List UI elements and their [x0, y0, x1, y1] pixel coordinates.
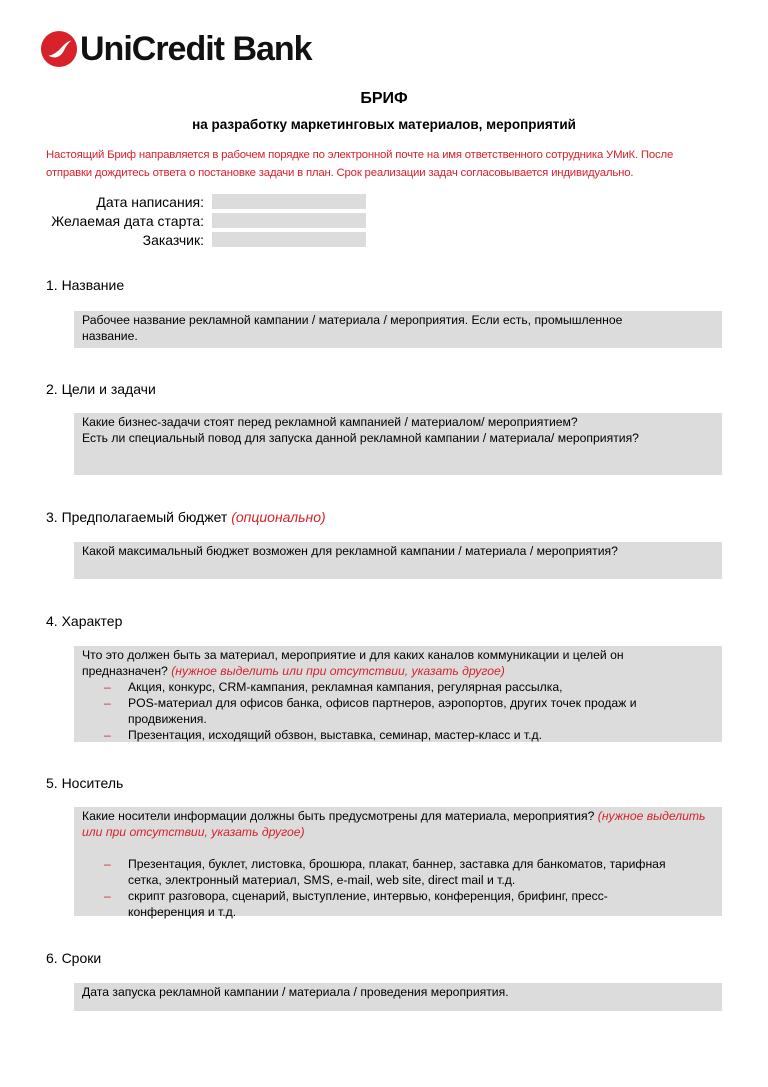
page-subtitle: на разработку маркетинговых материалов, мероприятий	[192, 117, 576, 132]
section-note: (нужное выделить или при отсутствии, указать другое)	[82, 809, 706, 839]
section-2-title: 2. Цели и задачи	[46, 381, 156, 397]
page-title: БРИФ	[360, 90, 408, 107]
section-text: Есть ли специальный повод для запуска данной рекламной кампании / материала/ мероприятия?	[82, 431, 639, 445]
list-item: – Презентация, буклет, листовка, брошюра, плакат, баннер, заставка для банкоматов, тарифная сетка, электронный материал, SMS, e-mail, web site, direct mail и т.д.	[128, 856, 698, 888]
unicredit-logo-icon	[40, 30, 78, 68]
section-3-title	[46, 509, 326, 525]
list-item: – Презентация, исходящий обзвон, выставка, семинар, мастер-класс и т.д.	[128, 727, 714, 743]
section-3-box[interactable]	[74, 542, 722, 579]
section-1-title: 1. Название	[46, 277, 125, 293]
section-5-title: 5. Носитель	[46, 775, 124, 791]
section-title-note: (опционально)	[231, 509, 326, 525]
field-label: Дата написания:	[96, 193, 204, 210]
section-text: Какие бизнес-задачи стоят перед рекламной кампанией / материалом/ мероприятием?	[82, 415, 578, 429]
list-item: – Акция, конкурс, CRM-кампания, рекламная кампания, регулярная рассылка,	[128, 679, 714, 695]
section-text: Какой максимальный бюджет возможен для рекламной кампании / материала / мероприятия?	[82, 544, 618, 558]
section-text: Дата запуска рекламной кампании / материала / проведения мероприятия.	[82, 985, 509, 999]
intro-line: отправки дождитесь ответа о постановке задачи в план. Срок реализации задач согласовывается индивидуально.	[46, 167, 634, 179]
field-label: Желаемая дата старта:	[51, 212, 204, 229]
start-date-input[interactable]	[212, 213, 366, 228]
field-label: Заказчик:	[142, 231, 204, 248]
section-text: название.	[82, 329, 138, 343]
section-text: Рабочее название рекламной кампании / материала / мероприятия. Если есть, промышленное	[82, 313, 623, 327]
brand-name: UniCredit Bank	[80, 30, 312, 68]
section-6-title: 6. Сроки	[46, 950, 102, 966]
section-4-title: 4. Характер	[46, 613, 123, 629]
unicredit-logo	[40, 30, 312, 68]
header-fields	[46, 192, 366, 249]
customer-input[interactable]	[212, 232, 366, 247]
list-item: – POS-материал для офисов банка, офисов партнеров, аэропортов, других точек продаж и продвижения.	[128, 695, 668, 727]
section-text: Что это должен быть за материал, мероприятие и для каких каналов коммуникации и целей он	[82, 648, 624, 662]
section-4-box[interactable]	[74, 646, 722, 742]
section-text-line	[82, 663, 714, 679]
spacer	[82, 840, 714, 856]
section-6-box[interactable]	[74, 983, 722, 1011]
section-1-box[interactable]	[74, 311, 722, 348]
section-note: (нужное выделить или при отсутствии, указать другое)	[171, 664, 505, 678]
field-row-customer	[46, 230, 366, 249]
list-item: – скрипт разговора, сценарий, выступление, интервью, конференция, брифинг, пресс-конференция и т.д.	[128, 888, 658, 920]
section-text: Какие носители информации должны быть предусмотрены для материала, мероприятия?	[82, 809, 595, 823]
field-row-start-date	[46, 211, 366, 230]
section-text-line	[82, 808, 714, 840]
date-written-input[interactable]	[212, 194, 366, 209]
section-5-box[interactable]	[74, 807, 722, 919]
option-list	[82, 679, 714, 743]
intro-text	[46, 146, 736, 182]
section-text: предназначен?	[82, 664, 168, 678]
section-title-text: 3. Предполагаемый бюджет	[46, 509, 228, 525]
section-2-box[interactable]	[74, 413, 722, 475]
field-row-date-written	[46, 192, 366, 211]
intro-line: Настоящий Бриф направляется в рабочем порядке по электронной почте на имя ответственного сотрудника УМиК. После	[46, 149, 674, 161]
option-list	[82, 856, 714, 920]
